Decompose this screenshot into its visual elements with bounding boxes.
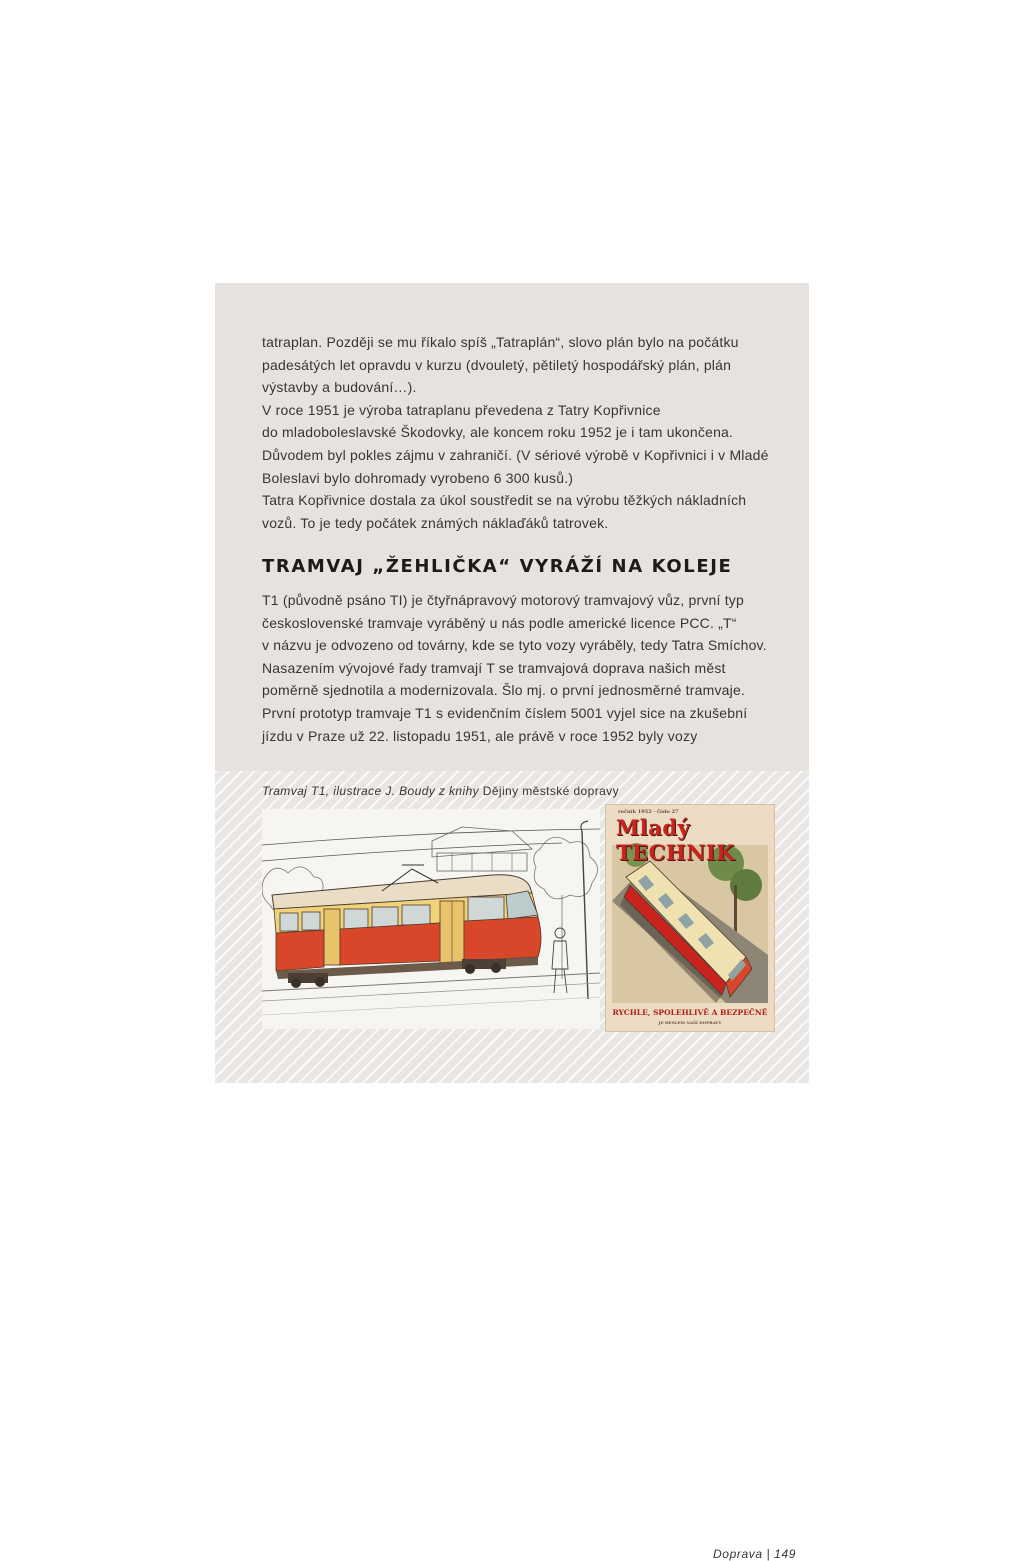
text-line: Důvodem byl pokles zájmu v zahraničí. (V sériové výrobě v Kopřivnici i v Mladé [262, 446, 769, 463]
magazine-slogan: RYCHLE, SPOLEHLIVĚ A BEZPEČNĚ [612, 1008, 768, 1017]
body-text-section-1 [262, 331, 782, 534]
magazine-subline: JE HESLEM NAŠÍ DOPRAVY [658, 1020, 722, 1025]
text-line: do mladoboleslavské Škodovky, ale koncem roku 1952 je i tam ukončena. [262, 424, 734, 441]
text-line: V roce 1951 je výroba tatraplanu převedena z Tatry Kopřivnice [262, 401, 661, 418]
text-line: výstavby a budování…). [262, 379, 417, 396]
figure-caption [262, 784, 619, 798]
magazine-title: Mladý TECHNIK [616, 815, 735, 865]
text-line: v názvu je odvozeno od továrny, kde se tyto vozy vyráběly, tedy Tatra Smíchov. [262, 637, 767, 654]
page-footer: Doprava | 149 [713, 1547, 796, 1561]
text-line: Nasazením vývojové řady tramvají T se tramvajová doprava našich měst [262, 659, 726, 676]
magazine-cover [606, 805, 774, 1031]
text-line: První prototyp tramvaje T1 s evidenčním číslem 5001 vyjel sice na zkušební [262, 704, 748, 721]
tram-illustration [262, 809, 600, 1029]
text-line: poměrně sjednotila a modernizovala. Šlo mj. o první jednosměrné tramvaje. [262, 682, 746, 699]
text-line: jízdu v Praze už 22. listopadu 1951, ale právě v roce 1952 byly vozy [262, 727, 698, 744]
text-line: Tatra Kopřivnice dostala za úkol soustředit se na výrobu těžkých nákladních [262, 492, 747, 509]
text-line: padesátých let opravdu v kurzu (dvouletý, pětiletý hospodářský plán, plán [262, 356, 732, 373]
text-line: československé tramvaje vyráběný u nás podle americké licence PCC. „T“ [262, 614, 737, 631]
text-line: vozů. To je tedy počátek známých náklaďáků tatrovek. [262, 514, 609, 531]
caption-italic-text: Tramvaj T1, ilustrace J. Boudy z knihy [262, 784, 483, 798]
caption-book-title: Dějiny městské dopravy [482, 784, 619, 798]
text-line: tatraplan. Později se mu říkalo spíš „Tatraplán“, slovo plán bylo na počátku [262, 334, 739, 350]
figure-area [215, 771, 809, 1561]
magazine-issue-line: ročník 1952 · číslo 27 [618, 809, 679, 815]
book-page [215, 283, 809, 1561]
text-line: Boleslavi bylo dohromady vyrobeno 6 300 kusů.) [262, 469, 574, 486]
body-text-section-2 [262, 589, 782, 747]
section-heading: TRAMVAJ „ŽEHLIČKA“ VYRÁŽÍ NA KOLEJE [262, 556, 733, 577]
text-line: T1 (původně psáno TI) je čtyřnápravový motorový tramvajový vůz, první typ [262, 592, 744, 608]
